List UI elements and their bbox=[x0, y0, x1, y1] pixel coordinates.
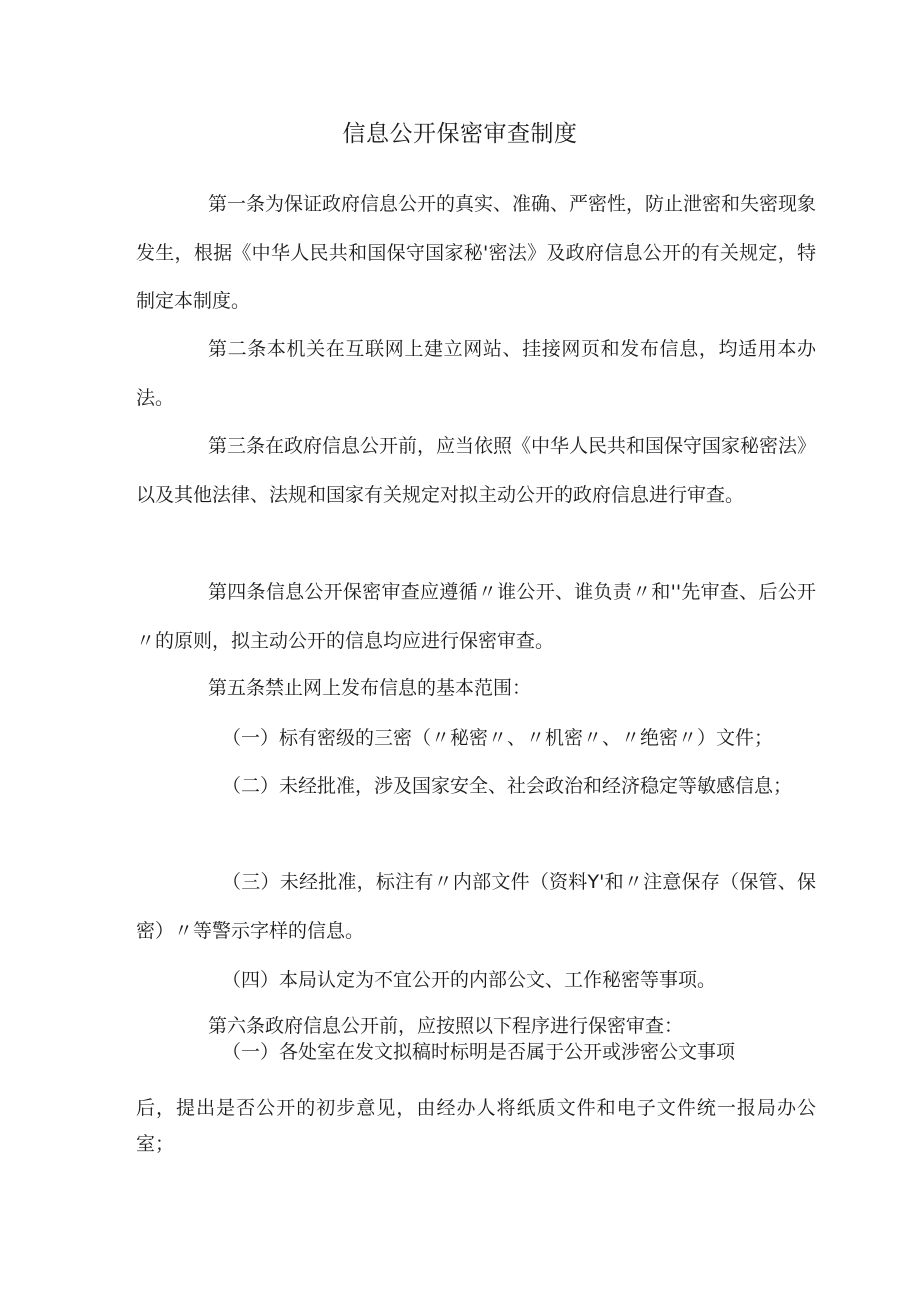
article-1: 第一条为保证政府信息公开的真实、准确、严密性，防止泄密和失密现象发生，根据《中华人民共和国保守国家秘'密法》及政府信息公开的有关规定，特制定本制度。 bbox=[136, 193, 817, 312]
article-6: 第六条政府信息公开前，应按照以下程序进行保密审查： bbox=[208, 1015, 684, 1037]
article-2: 第二条本机关在互联网上建立网站、挂接网页和发布信息，均适用本办法。 bbox=[136, 338, 816, 409]
article-5-item-4: （四）本局认定为不宜公开的内部公文、工作秘密等事项。 bbox=[222, 969, 717, 991]
article-5-item-2: （二）未经批准，涉及国家安全、社会政治和经济稳定等敏感信息； bbox=[222, 775, 793, 797]
document-title: 信息公开保密审查制度 bbox=[342, 121, 578, 147]
article-6-item-1: （一）各处室在发文拟稿时标明是否属于公开或涉密公文事项 bbox=[222, 1041, 736, 1063]
article-6-item-1-continued: 后，提出是否公开的初步意见，由经办人将纸质文件和电子文件统一报局办公室； bbox=[136, 1097, 816, 1155]
article-5-item-3: （三）未经批准，标注有〃内部文件（资料Y'和〃注意保存（保管、保密）〃等警示字样的信息。 bbox=[136, 871, 816, 942]
article-4: 第四条信息公开保密审查应遵循〃谁公开、谁负责〃和''先审查、后公开〃的原则，拟主动公开的信息均应进行保密审查。 bbox=[136, 581, 816, 652]
article-5: 第五条禁止网上发布信息的基本范围： bbox=[208, 677, 532, 699]
article-3: 第三条在政府信息公开前，应当依照《中华人民共和国保守国家秘密法》以及其他法律、法规和国家有关规定对拟主动公开的政府信息进行审查。 bbox=[136, 435, 817, 506]
article-5-item-1: （一）标有密级的三密（〃秘密〃、〃机密〃、〃绝密〃）文件； bbox=[222, 727, 774, 749]
